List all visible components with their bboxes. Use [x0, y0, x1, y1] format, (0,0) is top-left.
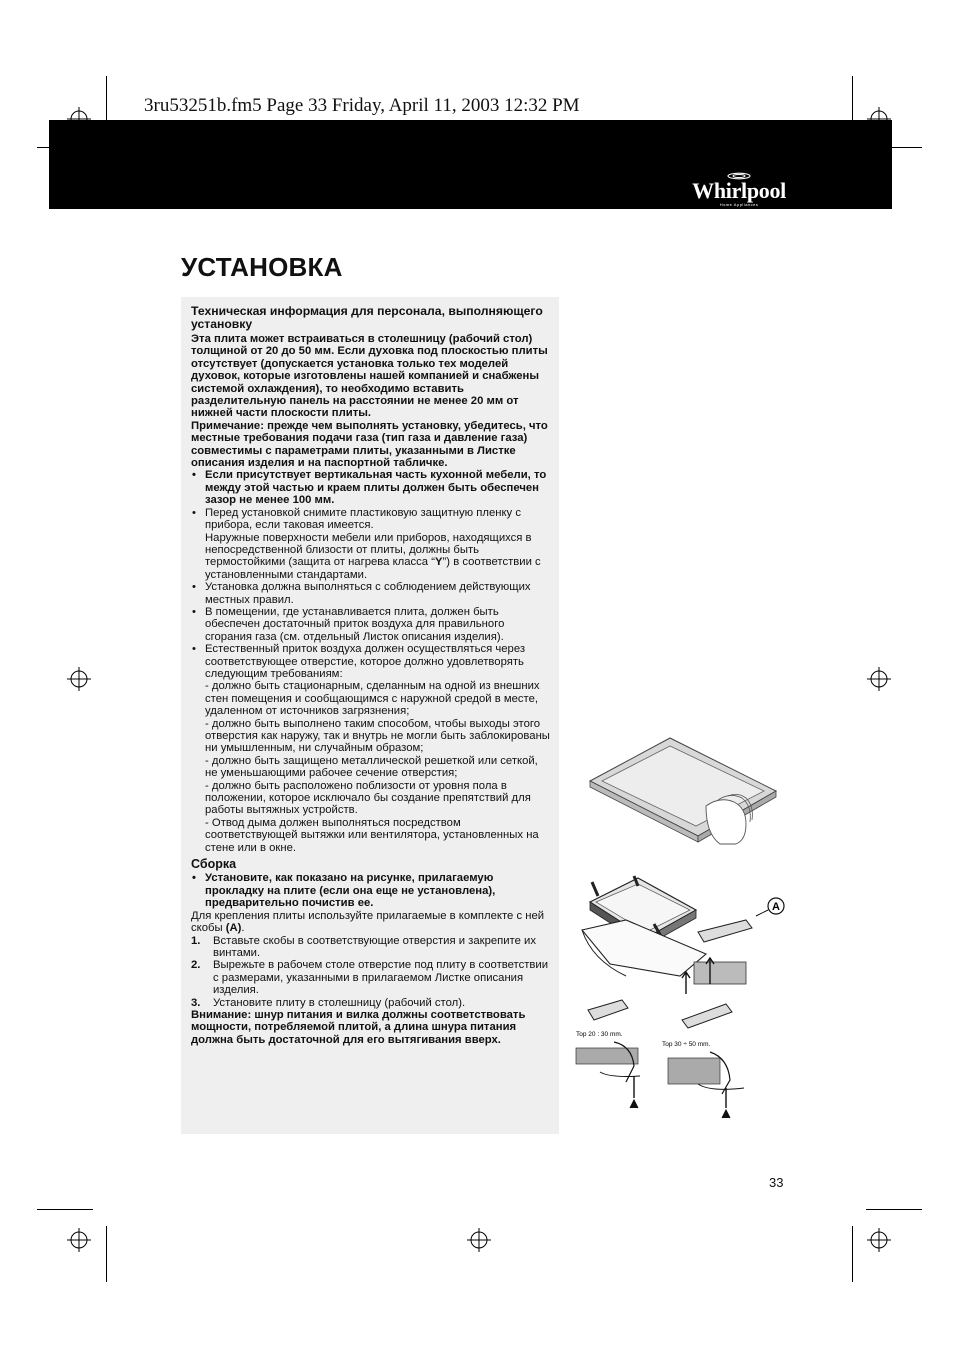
list-item: • Установите, как показано на рисунке, прилагаемую прокладку на плите (если она еще не установлена), предварительно почистив ее.: [192, 872, 496, 910]
warning-paragraph: Внимание: шнур питания и вилка должны соответствовать мощности, потребляемой плитой, а длина шнура питания должна быть достаточной для его вытягивания вверх.: [191, 1008, 526, 1046]
registration-mark-icon: [467, 1228, 491, 1252]
note-paragraph: Примечание: прежде чем выполнять установку, убедитесь, что местные требования подачи газа (тип газа и давление газа) совместимы с параметрами плиты, указанными в Листке описания изделия и на паспортной табличке.: [191, 419, 548, 470]
bracket-assembly-diagram: [570, 872, 802, 1120]
header-band: [49, 120, 892, 209]
step-item: 2. Вырежьте в рабочем столе отверстие под плиту в соответствии с размерами, указанными в прилагаемом Листке описания изделия.: [191, 959, 549, 997]
callout-label-a: A: [772, 901, 780, 913]
section-heading: Сборка: [191, 857, 237, 872]
logo-wordmark: Whirlpool: [692, 178, 786, 203]
paragraph: Эта плита может встраиваться в столешницу (рабочий стол) толщиной от 20 до 50 мм. Если духовка под плоскостью плиты отсутствует (допускается установка только тех моделей духовок, которые изготовлены нашей компанией и снабжены системой охлаждения), то необходимо вставить разделительную панель на расстоянии не менее 20 мм от нижней части плоскости плиты.: [191, 333, 548, 420]
dimension-label: Top 30 ÷ 50 mm.: [662, 1041, 711, 1048]
registration-mark-icon: [867, 667, 891, 691]
print-header: 3ru53251b.fm5 Page 33 Friday, April 11, 2003 12:32 PM: [144, 95, 580, 116]
list-item: • Естественный приток воздуха должен осуществляться через соответствующее отверстие, которое должно удовлетворять следующим требованиям: - должно быть стационарным, сделанным на одной из внешних стен помещения и сообщающимся с наружной средой в месте, удаленном от источников загрязнения; - должно быть выполнено таким способом, чтобы выходы этого отверстия как наружу, так и внутрь не могли быть заблокированы ни умышленным, ни случайным образом; - должно быть защищено металлической решеткой или сеткой, не уменьшающими рабочее сечение отверстия; - должно быть расположено поблизости от уровня пола в положении, которое исключало бы создание препятствий для работы вытяжных устройств. - Отвод дыма должен выполняться посредством соответствующей вытяжки или вентилятора, установленных на стене или в окне.: [192, 643, 550, 854]
crop-mark: [106, 1226, 107, 1282]
seal-placement-illustration: [588, 736, 778, 846]
paragraph: Для крепления плиты используйте прилагаемые в комплекте с ней скобы (A).: [191, 909, 545, 935]
list-item: • Если присутствует вертикальная часть кухонной мебели, то между этой частью и краем плиты должен быть обеспечен зазор не менее 100 мм.: [192, 469, 547, 507]
brand-logo: [692, 172, 786, 207]
step-item: 1. Вставьте скобы в соответствующие отверстия и закрепите их винтами.: [191, 934, 536, 959]
installation-text: [191, 305, 553, 1046]
section-heading: Техническая информация для персонала, выполняющего установку: [191, 304, 543, 331]
page-title: УСТАНОВКА: [181, 252, 343, 282]
step-item: 3. Установите плиту в столешницу (рабочий стол).: [191, 996, 466, 1009]
dimension-label: Top 20 : 30 mm.: [576, 1031, 623, 1038]
registration-mark-icon: [67, 667, 91, 691]
registration-mark-icon: [67, 1228, 91, 1252]
registration-mark-icon: [867, 1228, 891, 1252]
page-number: 33: [769, 1175, 784, 1190]
crop-mark: [852, 1226, 853, 1282]
crop-mark: [37, 1209, 93, 1210]
list-item: • Перед установкой снимите пластиковую защитную пленку с прибора, если таковая имеется. Наружные поверхности мебели или приборов, находящихся в непосредственной близости от плиты, должны быть термостойкими (защита от нагрева класса “Y”) в соответствии с установленными стандартами.: [192, 506, 541, 581]
crop-mark: [866, 1209, 922, 1210]
list-item: • Установка должна выполняться с соблюдением действующих местных правил.: [192, 581, 531, 606]
logo-subtitle: Home Appliances: [719, 202, 759, 207]
list-item: • В помещении, где устанавливается плита, должен быть обеспечен достаточный приток воздуха для правильного сгорания газа (см. отдельный Листок описания изделия).: [192, 605, 505, 643]
